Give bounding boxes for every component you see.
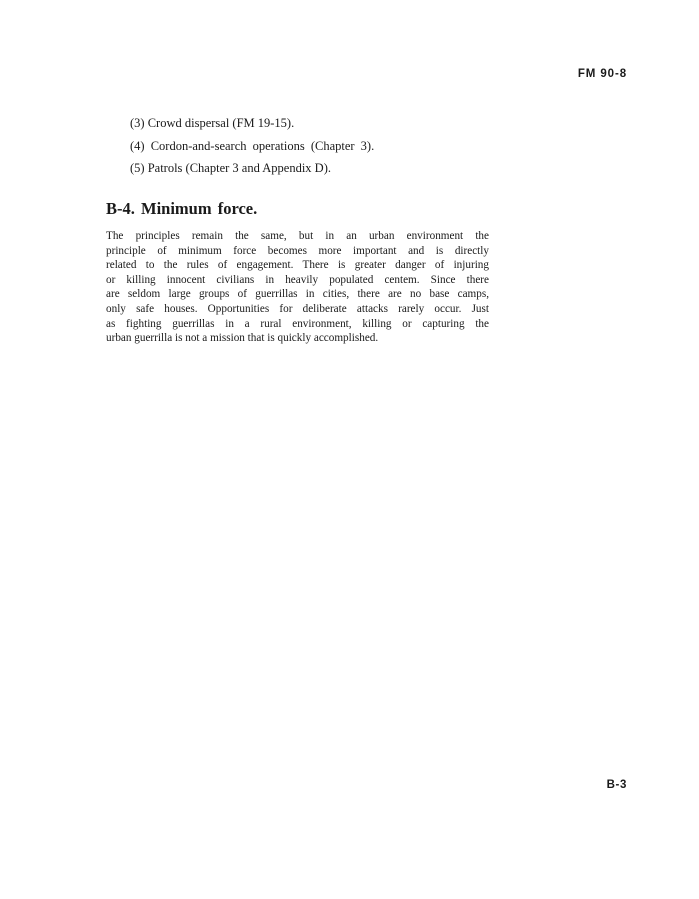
paragraph-line: as fighting guerrillas in a rural environment, killing or capturing the — [106, 317, 489, 330]
paragraph-line: principle of minimum force becomes more important and is directly — [106, 244, 489, 257]
page-number: B-3 — [606, 779, 627, 791]
paragraph-line: are seldom large groups of guerrillas in cities, there are no base camps, — [106, 288, 489, 301]
list-item: (4) Cordon-and-search operations (Chapter 3). — [130, 138, 375, 153]
manual-code-header: FM 90-8 — [577, 68, 627, 80]
list-item: (5) Patrols (Chapter 3 and Appendix D). — [130, 161, 332, 175]
paragraph-line: or killing innocent civilians in heavily populated centem. Since there — [106, 273, 489, 286]
paragraph-line: only safe houses. Opportunities for deliberate attacks rarely occur. Just — [106, 302, 489, 315]
body-paragraph — [106, 229, 489, 346]
paragraph-line: related to the rules of engagement. There is greater danger of injuring — [106, 259, 489, 272]
reference-list — [130, 116, 374, 184]
paragraph-line: The principles remain the same, but in an urban environment the — [106, 230, 489, 242]
paragraph-line: urban guerrilla is not a mission that is quickly accomplished. — [106, 332, 379, 345]
list-item: (3) Crowd dispersal (FM 19-15). — [130, 116, 295, 130]
section-heading: B-4. Minimum force. — [106, 199, 258, 218]
